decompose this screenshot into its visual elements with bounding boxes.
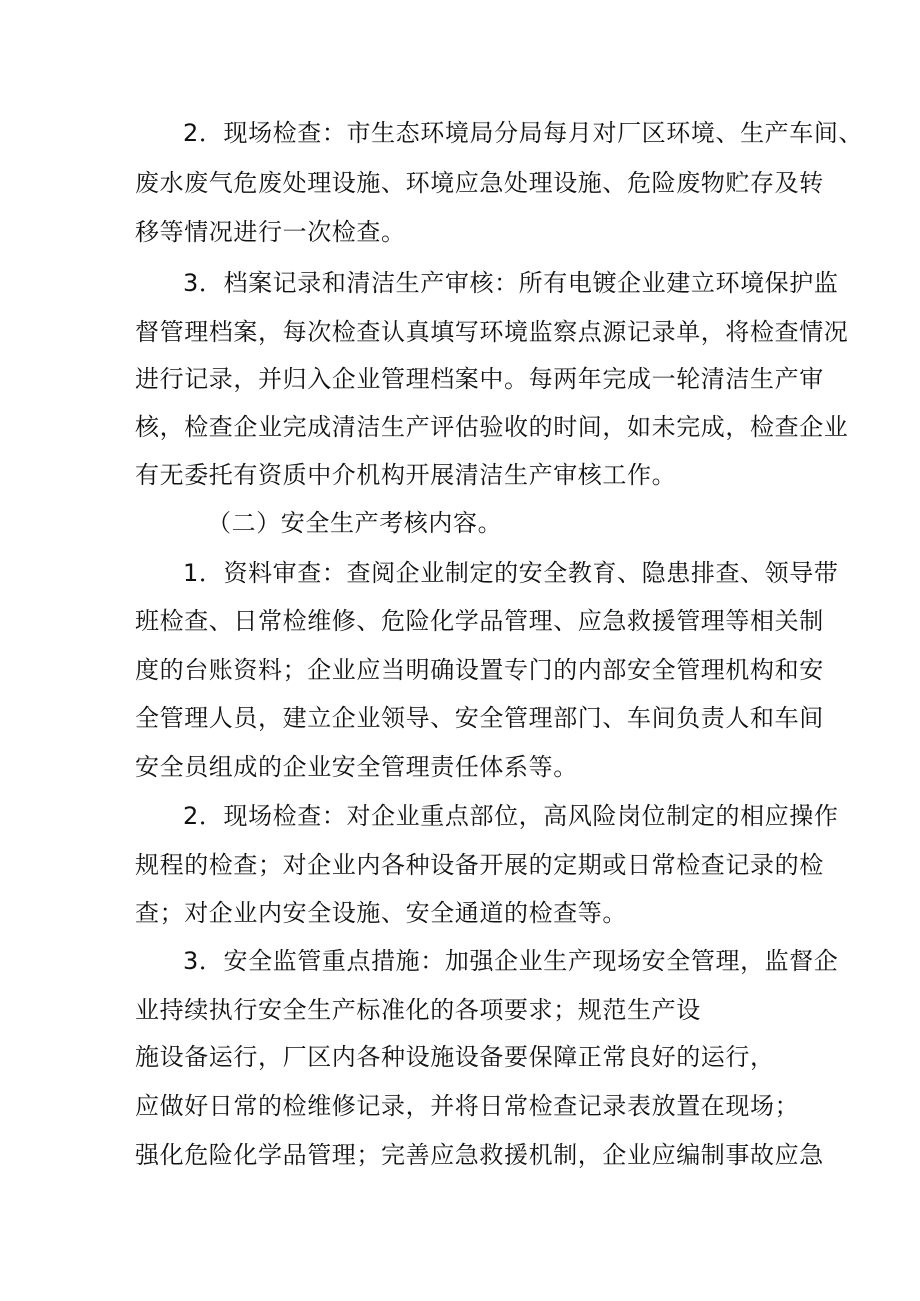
paragraph-line: 度的台账资料；企业应当明确设置专门的内部安全管理机构和安 — [135, 656, 824, 684]
paragraph-line: 班检查、日常检维修、危险化学品管理、应急救援管理等相关制 — [135, 607, 824, 635]
paragraph-line: 业持续执行安全生产标准化的各项要求；规范生产设 — [135, 996, 701, 1024]
paragraph-line: 移等情况进行一次检查。 — [135, 218, 406, 246]
paragraph-line: 全管理人员，建立企业领导、安全管理部门、车间负责人和车间 — [135, 704, 824, 732]
paragraph-line: 3．安全监管重点措施：加强企业生产现场安全管理，监督企 — [183, 947, 839, 975]
paragraph-line: 安全员组成的企业安全管理责任体系等。 — [135, 753, 578, 781]
section-heading: （二）安全生产考核内容。 — [207, 509, 503, 537]
paragraph-line: 督管理档案，每次检查认真填写环境监察点源记录单，将检查情况 — [135, 318, 849, 346]
paragraph-line: 废水废气危废处理设施、环境应急处理设施、危险废物贮存及转 — [135, 169, 824, 197]
paragraph-line: 强化危险化学品管理；完善应急救援机制，企业应编制事故应急 — [135, 1141, 824, 1169]
paragraph-line: 1．资料审查：查阅企业制定的安全教育、隐患排查、领导带 — [183, 559, 839, 587]
paragraph-line: 2．现场检查：市生态环境局分局每月对厂区环境、生产车间、 — [183, 119, 864, 147]
paragraph-line: 3．档案记录和清洁生产审核：所有电镀企业建立环境保护监 — [183, 269, 839, 297]
paragraph-line: 应做好日常的检维修记录，并将日常检查记录表放置在现场； — [135, 1092, 800, 1120]
paragraph-line: 核，检查企业完成清洁生产评估验收的时间，如未完成，检查企业 — [135, 413, 849, 441]
paragraph-line: 规程的检查；对企业内各种设备开展的定期或日常检查记录的检 — [135, 851, 824, 879]
paragraph-line: 施设备运行，厂区内各种设施设备要保障正常良好的运行， — [135, 1043, 775, 1071]
paragraph-line: 2．现场检查：对企业重点部位，高风险岗位制定的相应操作 — [183, 802, 839, 830]
paragraph-line: 查；对企业内安全设施、安全通道的检查等。 — [135, 899, 627, 927]
paragraph-line: 进行记录，并归入企业管理档案中。每两年完成一轮清洁生产审 — [135, 365, 824, 393]
paragraph-line: 有无委托有资质中介机构开展清洁生产审核工作。 — [135, 461, 677, 489]
